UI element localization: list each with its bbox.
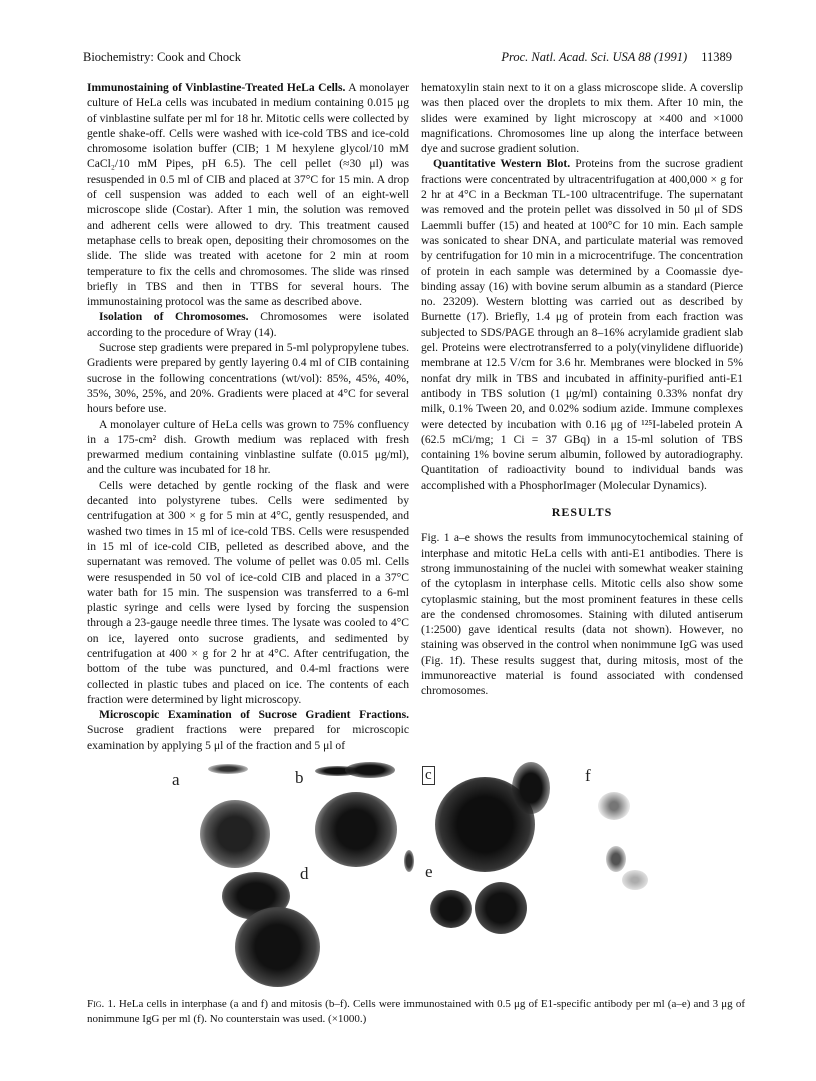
subheading-microscopic: Microscopic Examination of Sucrose Gradient Fractions.: [99, 708, 409, 722]
paragraph-western: Quantitative Western Blot. Proteins from the sucrose gradient fractions were concentrated by ultracentrifugation at 400,000 × g for 2 hr at 4°C in a Beckman TL-100 ultracentrifuge. The supernatant was removed and the protein pellet was dissolved in 50 μl of SDS Laemmli buffer (15) and heated at 100°C for 10 min. Each sample was sonicated to shear DNA, and particulate material was removed by centrifugation for 10 min in a microcentrifuge. The concentration of protein in each sample was determined by a Coomassie dye-binding assay (16) with bovine serum albumin as a standard (Pierce no. 23209). Western blotting was carried out as described by Burnette (17). Briefly, 1.4 μg of protein from each fraction was subjected to SDS/PAGE through an 8–16% acrylamide gradient slab gel. Proteins were electrotransferred to a poly(vinylidene difluoride) membrane at 12.5 V/cm for 3.6 hr. Membranes were blocked in 5% nonfat dry milk in TBS and incubated in affinity-purified anti-E1 antibody in TBS solution (1 μg/ml) containing 0.33% nonfat dry milk, 0.1% Tween 20, and 0.02% sodium azide. Immune complexes were detected by incubation with 0.16 μg of ¹²⁵I-labeled protein A (62.5 mCi/mg; 1 Ci = 37 GBq) in a 15-ml solution of TBS containing 1% bovine serum albumin, followed by autoradiography. Quantitation of radioactivity bound to individual bands was accomplished with a PhosphorImager (Molecular Dynamics).: [421, 157, 743, 492]
caption-label: Fig. 1.: [87, 998, 116, 1010]
cell-mitotic-e: [430, 890, 472, 928]
paragraph-gradients: Sucrose step gradients were prepared in 5-ml polypropylene tubes. Gradients were prepared by gently layering 0.4 ml of CIB containing sucrose in the following concentrations (wt/vol): 85%, 45%, 40%, 35%, 30%, 25%, and 20%. Gradients were placed at 4°C for several hours before use.: [87, 341, 409, 416]
cell-mitotic-e: [475, 882, 527, 934]
left-column: [87, 80, 409, 753]
cell-mitotic-b: [315, 792, 397, 867]
subheading-isolation: Isolation of Chromosomes.: [99, 310, 249, 324]
paragraph-culture: A monolayer culture of HeLa cells was grown to 75% confluency in a 175-cm² dish. Growth medium was replaced with fresh prewarmed medium containing vinblastine sulfate (0.015 μg/ml), and the culture was incubated for 18 hr.: [87, 417, 409, 477]
paragraph-results: Fig. 1 a–e shows the results from immunocytochemical staining of interphase and mitotic HeLa cells with anti-E1 antibodies. There is strong immunostaining of the nuclei with somewhat weaker staining of the cytoplasm in interphase cells. Mitotic cells also show some cytoplasmic staining, but the most prominent features in these cells are the condensed chromosomes. Staining with diluted antiserum (1:2500) gave identical results (data not shown). However, no staining was observed in the control when nonimmune IgG was used (Fig. 1f). These results suggest that, during mitosis, most of the immunoreactive material is found associated with condensed chromosomes.: [421, 531, 743, 698]
cell-fragment: [512, 762, 550, 814]
panel-label-d: d: [300, 864, 309, 883]
paragraph-isolation: Isolation of Chromosomes. Chromosomes were isolated according to the procedure of Wray (14).: [87, 310, 409, 339]
control-cell-f: [598, 792, 630, 820]
paragraph-cells: Cells were detached by gentle rocking of the flask and were decanted into polystyrene tubes. Cells were sedimented by centrifugation at 300 × g for 5 min at 4°C, gently resuspended, and washed two times in 15 ml of ice-cold TBS. Cells were resuspended in 15 ml of ice-cold CIB, pelleted as described above, and the supernatant was removed. The volume of pellet was 0.05 ml. Cells were resuspended in 50 vol of ice-cold CIB and placed in a 37°C water bath for 15 min. The suspension was transferred to a 6-ml plastic syringe and cells were lysed by forcing the suspension through a 23-gauge needle three times. The lysate was cooled to 4°C on ice, layered onto sucrose gradients, and sedimented by centrifugation at 400 × g for 2 hr at 4°C. After centrifugation, the bottom of the tube was punctured, and 0.4-ml fractions were collected in plastic tubes and placed on ice. The contents of each fraction were determined by light microscopy.: [87, 478, 409, 706]
panel-label-b: b: [295, 768, 304, 787]
paragraph-hematoxylin: hematoxylin stain next to it on a glass microscope slide. A coverslip was then placed over the droplets to mix them. After 10 min, the slides were examined by light microscopy at ×400 and ×1000 magnifications. Chromosomes line up along the interface between dye and sucrose gradient solution.: [421, 81, 743, 156]
section-title-results: RESULTS: [551, 505, 613, 520]
header-page-number: 11389: [701, 50, 732, 64]
panel-label-c: c: [422, 766, 435, 785]
subheading-immunostaining: Immunostaining of Vinblastine-Treated HeLa Cells.: [87, 81, 346, 94]
cell-fragment: [404, 850, 414, 872]
panel-label-e: e: [425, 862, 433, 881]
header-journal: Proc. Natl. Acad. Sci. USA 88 (1991): [501, 50, 688, 64]
control-cell-f: [606, 846, 626, 872]
cell-fragment: [208, 764, 248, 774]
right-column: [421, 80, 743, 699]
cell-nucleus-a: [200, 800, 270, 868]
control-cell-f: [622, 870, 648, 890]
cell-fragment: [345, 762, 395, 778]
running-header: [83, 50, 732, 68]
figure-1-micrographs: [160, 762, 660, 992]
paragraph-immunostaining: Immunostaining of Vinblastine-Treated HeLa Cells. A monolayer culture of HeLa cells was incubated in medium containing 0.015 μg of vinblastine sulfate per ml for 18 hr. Mitotic cells were collected by gentle shake-off. Cells were washed with ice-cold TBS and ice-cold chromosome isolation buffer (CIB; 1 M hexylene glycol/10 mM CaCl₂/10 mM Pipes, pH 6.5). The cell pellet (≈30 μl) was resuspended in 0.5 ml of CIB and placed at 37°C for 15 min. A drop of cell suspension was added to each well of an eight-well microscope slide (Costar). After 1 min, the solution was removed and adherent cells were allowed to dry. This treatment caused metaphase cells to break open, depositing their chromosomes on the slide. The slide was treated with acetone for 2 min at room temperature to fix the cells and chromosomes. The slide was rinsed briefly in TBS and then in TTBS for several hours. The immunostaining protocol was the same as described above.: [87, 81, 410, 309]
figure-caption: [87, 997, 745, 1026]
header-authors: Biochemistry: Cook and Chock: [83, 50, 241, 64]
caption-text: HeLa cells in interphase (a and f) and mitosis (b–f). Cells were immunostained with 0.5 μg of E1-specific antibody per ml (a–e) and 3 μg of nonimmune IgG per ml (f). No counterstain was used. (×1000.): [87, 998, 745, 1025]
header-journal-block: [501, 50, 732, 65]
paragraph-microscopic: Microscopic Examination of Sucrose Gradient Fractions. Sucrose gradient fractions were prepared for microscopic examination by applying 5 μl of the fraction and 5 μl of: [87, 708, 409, 752]
panel-label-a: a: [172, 770, 180, 789]
cell-mitotic-d: [235, 907, 320, 987]
panel-label-f: f: [585, 766, 591, 785]
subheading-western: Quantitative Western Blot.: [433, 157, 571, 171]
